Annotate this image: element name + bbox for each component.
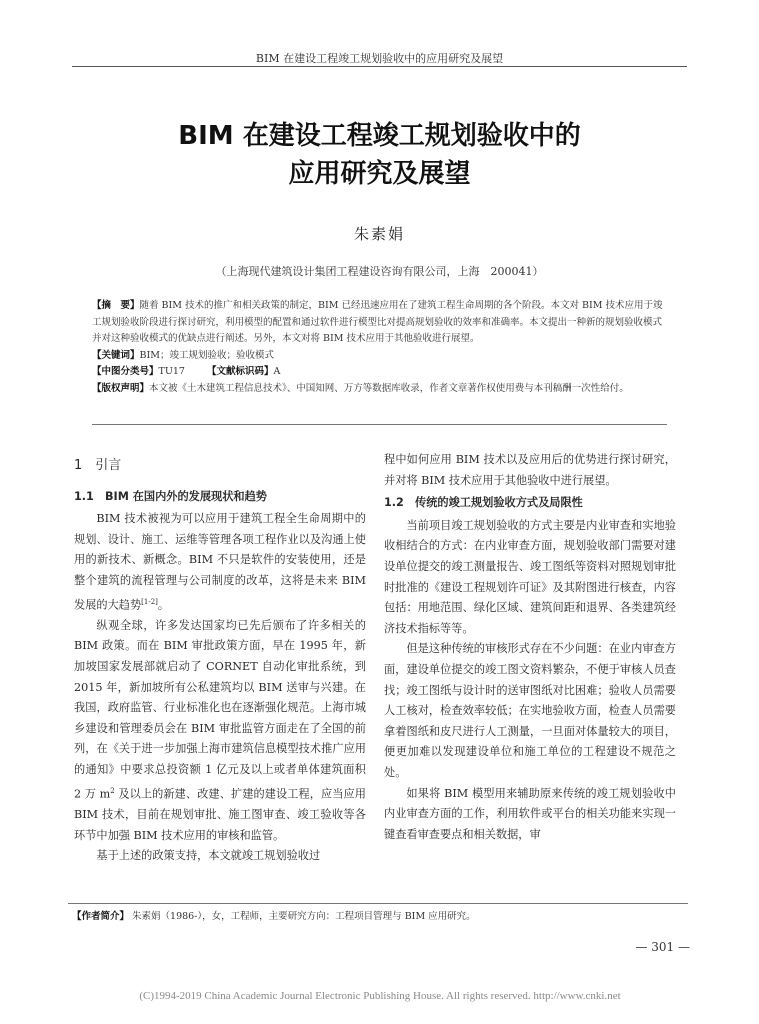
body-paragraph: 如果将 BIM 模型用来辅助原来传统的竣工规划验收中内业审查方面的工作，利用软件或平台的相关功能来实现一键查看审查要点和相关数据，审	[384, 786, 676, 841]
running-header: BIM 在建设工程竣工规划验收中的应用研究及展望	[255, 52, 504, 65]
author-note-text: 朱素娟（1986-），女，工程师，主要研究方向：工程项目管理与 BIM 应用研究。	[132, 911, 476, 922]
left-column	[74, 450, 366, 867]
superscript: 2	[110, 786, 115, 795]
body-text: 纵观全球，许多发达国家均已先后颁布了许多相关的 BIM 政策。而在 BIM 审批政策方面，早在 1995 年，新加坡国家发展部就启动了 CORNET 自动化审批系统，到 2015 年，新加坡所有公私建筑均以 BIM 送审与兴建。在我国，政府监管、行业标准化也在逐渐强化规范。上海市城乡建设和管理委员会在 BIM 审批监管方面走在了全国的前列，在《关于进一步加强上海市建筑信息模型技术推广应用的通知》中要求总投资额 1 亿元及以上或者单体建筑面积 2 万 m	[74, 618, 366, 801]
body-text: 。	[157, 598, 170, 612]
abstract-paragraph	[92, 298, 667, 348]
section-1-1-heading: 1.1 BIM 在国内外的发展现状和趋势	[74, 489, 267, 503]
keywords-text: BIM；竣工规划验收；验收模式	[139, 349, 274, 361]
body-paragraph: 基于上述的政策支持，本文就竣工规划验收过	[96, 849, 321, 863]
class-value: TU17	[158, 366, 185, 377]
author-name: 朱素娟	[353, 225, 405, 243]
title-line-1: BIM 在建设工程竣工规划验收中的	[178, 121, 581, 151]
abstract-label: 【摘 要】	[92, 300, 140, 311]
affiliation: （上海现代建筑设计集团工程建设咨询有限公司，上海 200041）	[215, 265, 544, 278]
section-1-2-heading: 1.2 传统的竣工规划验收方式及局限性	[384, 496, 583, 510]
copyright-line	[92, 381, 667, 398]
keywords-label: 【关键词】	[92, 349, 140, 361]
body-paragraph: 但是这种传统的审核形式存在不少问题：在业内审查方面，建设单位提交的竣工图文资料繁杂，不便于审核人员查找；竣工图纸与设计时的送审图纸对比困难；验收人员需要人工核对，检查效率较低；在实地验收方面，检查人员需要拿着图纸和皮尺进行人工测量，一旦面对体量较大的项目，便更加难以发现建设单位和施工单位的工程建设不规范之处。	[384, 642, 676, 779]
abstract-block	[92, 298, 667, 397]
abstract-rule	[92, 424, 667, 425]
copyright-text: 本文被《土木建筑工程信息技术》、中国知网、万方等数据库收录，作者文章著作权使用费与本刊稿酬一次性给付。	[149, 382, 629, 394]
author-note	[72, 908, 687, 922]
body-text: 及以上的新建、改建、扩建的建设工程，应当应用 BIM 技术，目前在规划审批、施工图审查、竣工验收等各环节中加强 BIM 技术应用的审核和监管。	[74, 787, 366, 842]
right-column	[384, 450, 676, 845]
abstract-text: 随着 BIM 技术的推广和相关政策的制定，BIM 已经迅速应用在了建筑工程生命周期的各个阶段。本文对 BIM 技术应用于竣工规划验收阶段进行探讨研究，利用模型的配置和通过软件进行模型比对提高规划验收的效率和准确率。本文提出一种新的规划验收模式并对这种验收模式的优缺点进行阐述。另外，本文对将 BIM 技术应用于其他验收进行展望。	[92, 300, 663, 344]
paper-title	[0, 117, 759, 193]
classification-line	[92, 364, 667, 381]
keywords-line	[92, 348, 667, 365]
doc-code-value: A	[273, 366, 281, 377]
page-number: — 301 —	[635, 940, 690, 954]
body-paragraph-continued: 程中如何应用 BIM 技术以及应用后的优势进行探讨研究，并对将 BIM 技术应用于其他验收中进行展望。	[384, 453, 676, 487]
copyright-footer: (C)1994-2019 China Academic Journal Electronic Publishing House. All rights reserved. http://www.cnki.net	[139, 990, 621, 1002]
author-note-label: 【作者简介】	[72, 911, 130, 922]
title-line-2: 应用研究及展望	[288, 159, 471, 189]
class-label: 【中图分类号】	[92, 366, 159, 377]
header-rule	[72, 66, 687, 67]
body-paragraph: 当前项目竣工规划验收的方式主要是内业审查和实地验收相结合的方式：在内业审查方面，规划验收部门需要对建设单位提交的竣工测量报告、竣工图纸等资料对照规划审批时批准的《建设工程规划许可证》及其附图进行核查，内容包括：用地范围、绿化区域、建筑间距和退界、各类建筑经济技术指标等等。	[384, 518, 676, 635]
body-paragraph	[74, 616, 366, 846]
doc-code-label: 【文献标识码】	[206, 366, 274, 377]
body-paragraph	[74, 509, 366, 616]
copyright-label: 【版权声明】	[92, 382, 150, 394]
citation-ref: [1-2]	[141, 597, 158, 606]
section-1-heading: 1 引言	[74, 458, 122, 473]
body-text: BIM 技术被视为可以应用于建筑工程全生命周期中的规划、设计、施工、运维等管理各项工程作业以及沟通上使用的新技术、新概念。BIM 不只是软件的安装使用，还是整个建筑的流程管理与公司制度的改革，这将是未来 BIM 发展的大趋势	[74, 512, 366, 612]
footnote-rule	[68, 903, 688, 904]
